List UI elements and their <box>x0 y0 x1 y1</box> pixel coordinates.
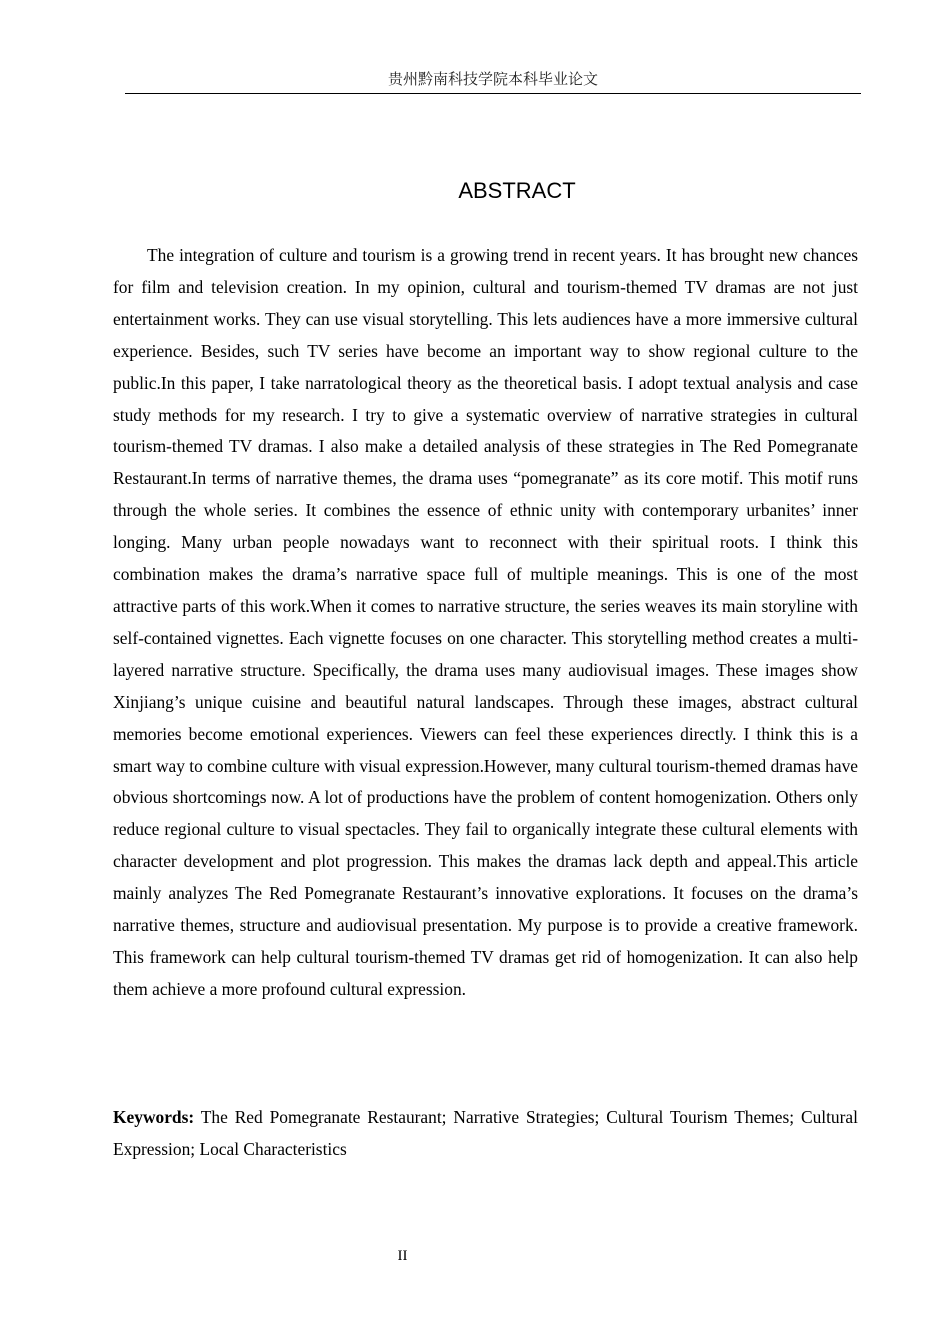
abstract-heading: ABSTRACT <box>458 178 576 203</box>
running-header <box>125 67 861 94</box>
keywords-label: Keywords: <box>113 1107 195 1127</box>
keywords-paragraph <box>113 1102 858 1166</box>
abstract-body-paragraph: The integration of culture and tourism is a growing trend in recent years. It has brought new chances for film and television creation. In my opinion, cultural and tourism-themed TV dramas are not just entertainment works. They can use visual storytelling. This lets audiences have a more immersive cultural experience. Besides, such TV series have become an important way to show regional culture to the public.In this paper, I take narratological theory as the theoretical basis. I adopt textual analysis and case study methods for my research. I try to give a systematic overview of narrative strategies in cultural tourism-themed TV dramas. I also make a detailed analysis of these strategies in The Red Pomegranate Restaurant.In terms of narrative themes, the drama uses “pomegranate” as its core motif. This motif runs through the whole series. It combines the essence of ethnic unity with contemporary urbanites’ inner longing. Many urban people nowadays want to reconnect with their spiritual roots. I think this combination makes the drama’s narrative space full of multiple meanings. This is one of the most attractive parts of this work.When it comes to narrative structure, the series weaves its main storyline with self-contained vignettes. Each vignette focuses on one character. This storytelling method creates a multi-layered narrative structure. Specifically, the drama uses many audiovisual images. These images show Xinjiang’s unique cuisine and beautiful natural landscapes. Through these images, abstract cultural memories become emotional experiences. Viewers can feel these experiences directly. I think this is a smart way to combine culture with visual expression.However, many cultural tourism-themed dramas have obvious shortcomings now. A lot of productions have the problem of content homogenization. Others only reduce regional culture to visual spectacles. They fail to organically integrate these cultural elements with character development and plot progression. This makes the dramas lack depth and appeal.This article mainly analyzes The Red Pomegranate Restaurant’s innovative explorations. It focuses on the drama’s narrative themes, structure and audiovisual presentation. My purpose is to provide a creative framework. This framework can help cultural tourism-themed TV dramas get rid of homogenization. It can also help them achieve a more profound cultural expression. <box>113 245 858 999</box>
keywords-text: The Red Pomegranate Restaurant; Narrative Strategies; Cultural Tourism Themes; Cultural Expression; Local Characteristics <box>113 1107 858 1159</box>
running-header-title: 贵州黔南科技学院本科毕业论文 <box>387 70 598 88</box>
page-number: II <box>397 1248 408 1264</box>
